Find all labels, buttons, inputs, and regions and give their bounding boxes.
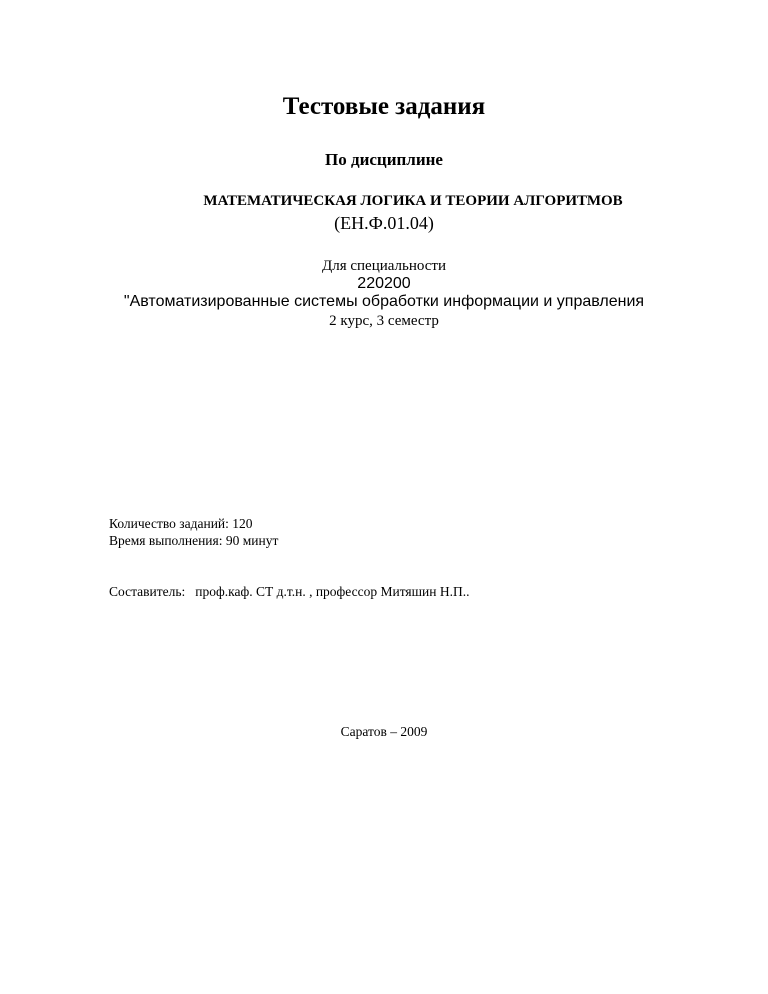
time-limit: Время выполнения: 90 минут [109, 533, 279, 548]
specialty-label: Для специальности [321, 258, 447, 274]
subject-name: МАТЕМАТИЧЕСКАЯ ЛОГИКА И ТЕОРИИ АЛГОРИТМОВ [203, 193, 623, 209]
specialty-code: 220200 [357, 275, 411, 292]
author-label: Составитель: [109, 584, 186, 599]
task-count: Количество заданий: 120 [109, 516, 253, 531]
specialty-name: "Автоматизированные системы обработки информации и управления [123, 293, 645, 310]
author-row [109, 584, 470, 600]
discipline-label: По дисциплине [325, 150, 443, 169]
course-info: 2 курс, 3 семестр [329, 313, 439, 329]
city-year: Саратов – 2009 [340, 724, 428, 739]
subject-code: (ЕН.Ф.01.04) [334, 213, 434, 233]
document-title: Тестовые задания [282, 93, 486, 120]
author-value: проф.каф. СТ д.т.н. , профессор Митяшин Н.П.. [195, 584, 470, 599]
